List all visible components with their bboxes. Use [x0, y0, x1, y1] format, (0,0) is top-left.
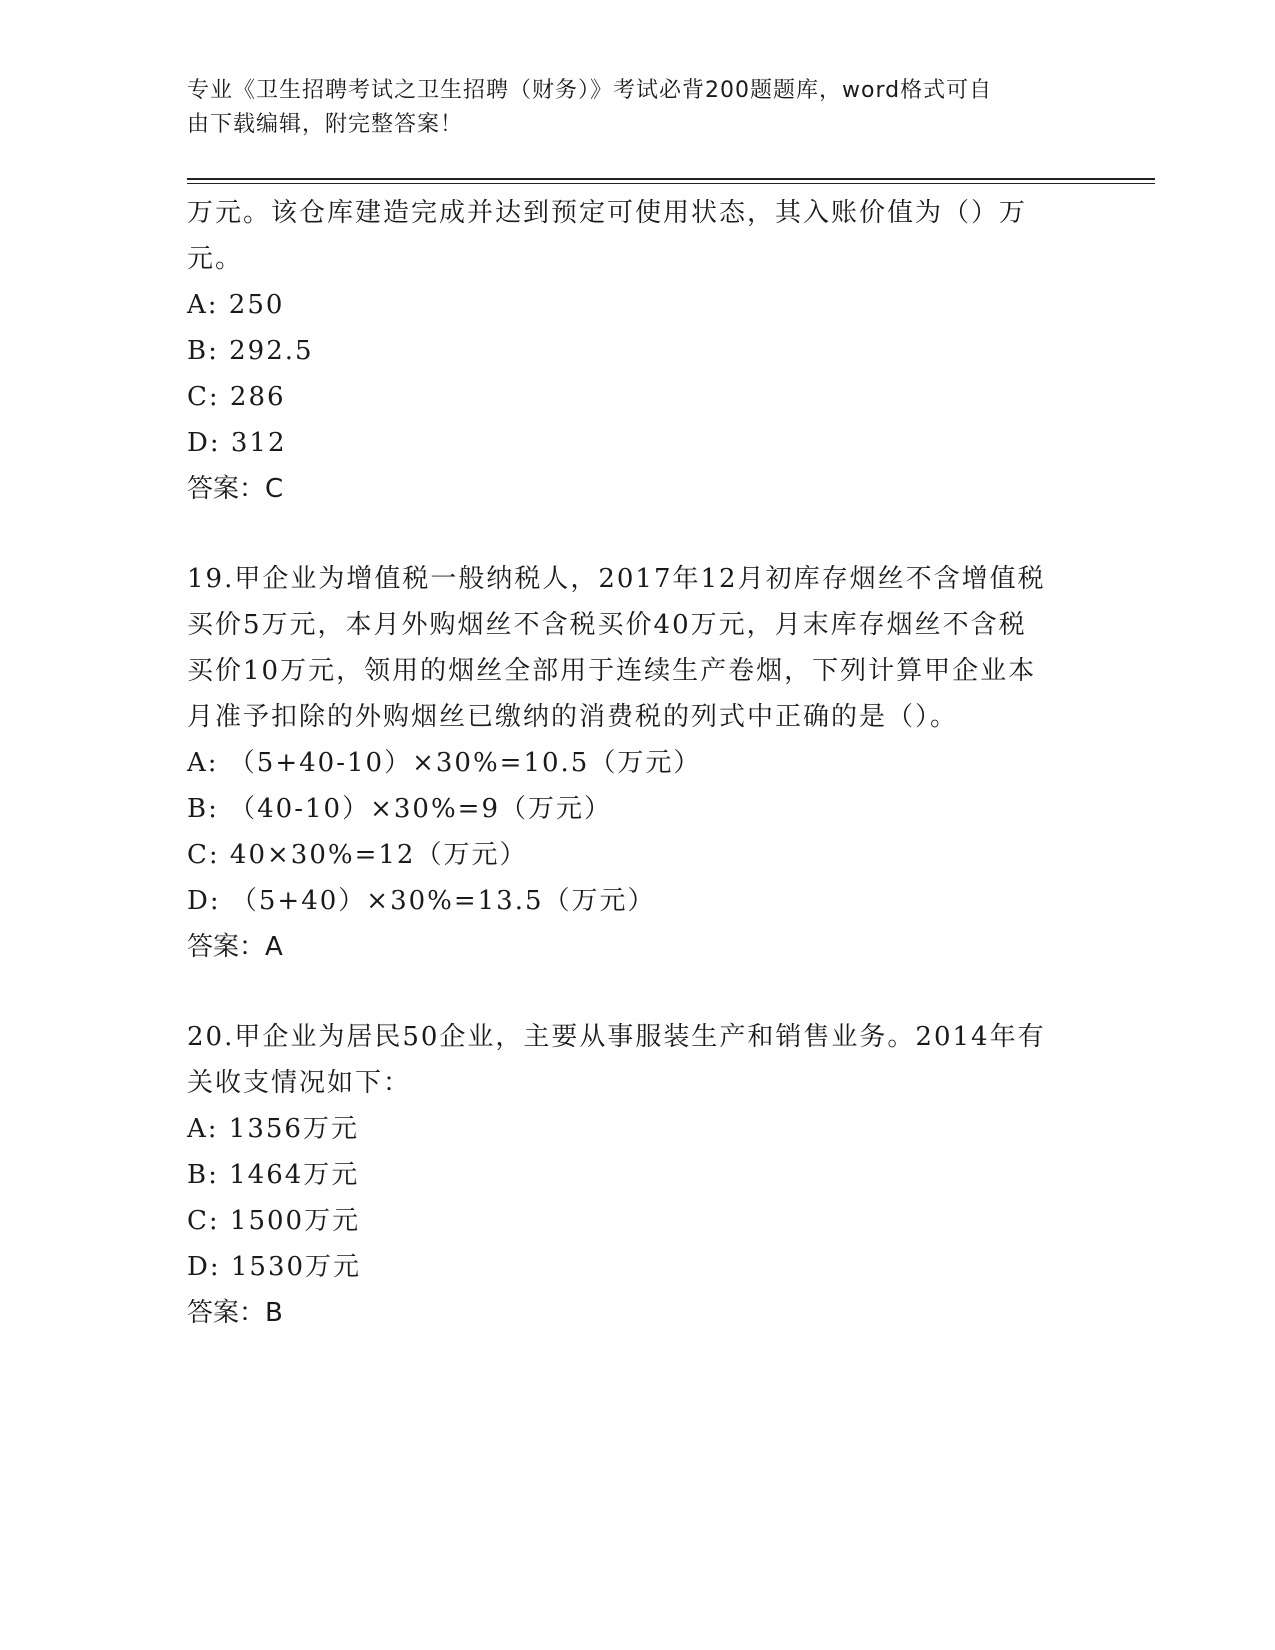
header-divider	[187, 178, 1155, 180]
question-stem: 月准予扣除的外购烟丝已缴纳的消费税的列式中正确的是（）。	[187, 702, 959, 732]
option-a: A: 250	[187, 290, 285, 320]
question-stem: 买价5万元，本月外购烟丝不含税买价40万元，月末库存烟丝不含税	[187, 610, 1027, 640]
option-b: B: 1464万元	[187, 1160, 360, 1190]
option-d: D: 1530万元	[187, 1252, 362, 1282]
option-b: B: 292.5	[187, 336, 314, 366]
option-d: D: （5+40）×30%=13.5（万元）	[187, 886, 656, 916]
header-line: 专业《卫生招聘考试之卫生招聘（财务）》考试必背200题题库，word格式可自	[187, 78, 993, 103]
option-c: C: 40×30%=12（万元）	[187, 840, 528, 870]
question-list	[187, 190, 1087, 1336]
question-stem: 20.甲企业为居民50企业，主要从事服装生产和销售业务。2014年有	[187, 1022, 1046, 1052]
question-item	[187, 190, 1087, 512]
option-d: D: 312	[187, 428, 287, 458]
option-a: A: （5+40-10）×30%=10.5（万元）	[187, 748, 702, 778]
option-c: C: 1500万元	[187, 1206, 361, 1236]
answer-line: 答案：B	[187, 1298, 283, 1328]
question-item	[187, 556, 1087, 970]
question-stem: 万元。该仓库建造完成并达到预定可使用状态，其入账价值为（）万	[187, 198, 1028, 228]
question-stem: 买价10万元，领用的烟丝全部用于连续生产卷烟，下列计算甲企业本	[187, 656, 1037, 686]
question-stem: 关收支情况如下：	[187, 1068, 412, 1098]
question-stem: 元。	[187, 244, 244, 274]
answer-line: 答案：A	[187, 932, 283, 962]
question-item	[187, 1014, 1087, 1336]
header-divider	[187, 183, 1155, 184]
option-b: B: （40-10）×30%=9（万元）	[187, 794, 612, 824]
option-a: A: 1356万元	[187, 1114, 359, 1144]
option-c: C: 286	[187, 382, 286, 412]
question-stem: 19.甲企业为增值税一般纳税人，2017年12月初库存烟丝不含增值税	[187, 564, 1046, 594]
document-header	[187, 74, 1067, 142]
answer-line: 答案：C	[187, 474, 284, 504]
header-line: 由下载编辑，附完整答案！	[187, 112, 464, 137]
